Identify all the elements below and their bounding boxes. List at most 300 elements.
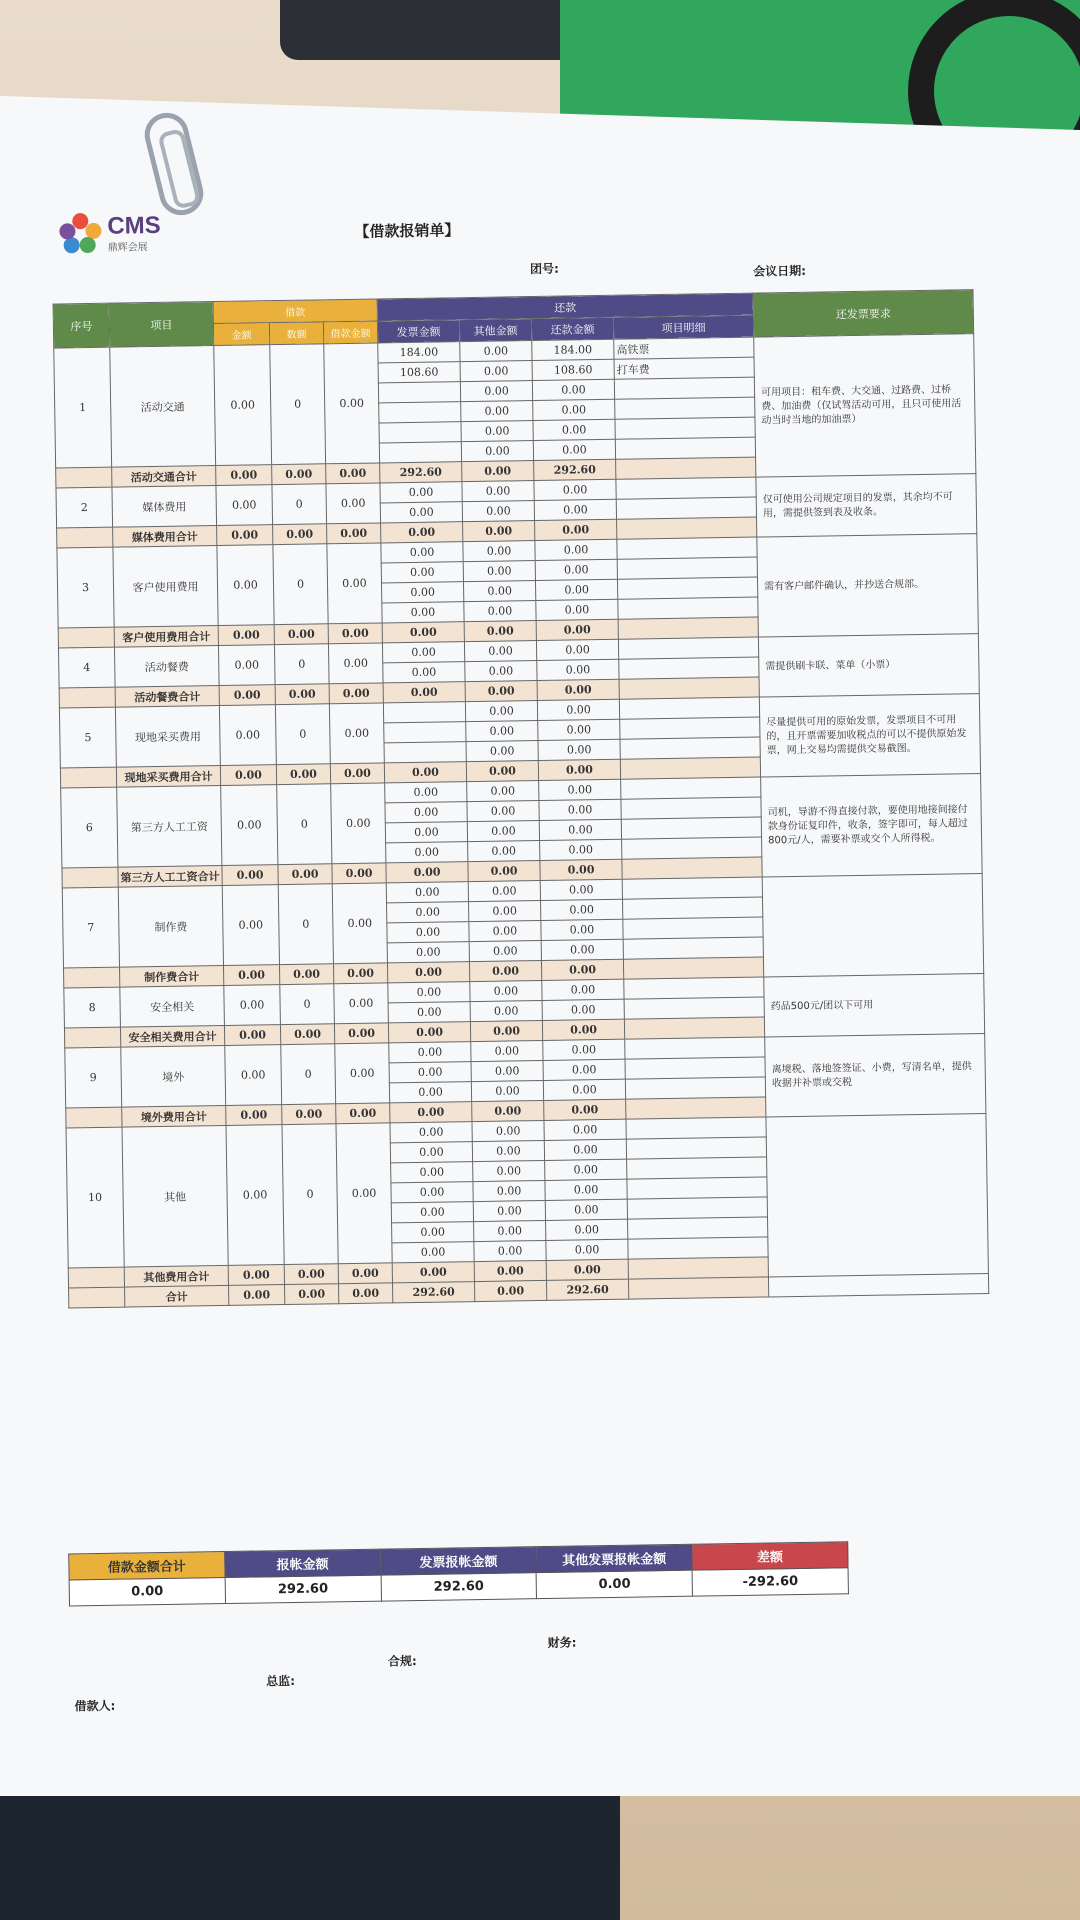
subtotal-detail-cell bbox=[620, 757, 760, 779]
subtotal-detail-cell bbox=[624, 1017, 764, 1039]
amount-cell bbox=[384, 722, 466, 743]
subtotal-value: 0.00 bbox=[220, 765, 276, 786]
subtotal-value: 0.00 bbox=[463, 521, 535, 542]
amount-cell: 0.00 bbox=[545, 1159, 627, 1180]
amount-cell: 0.00 bbox=[541, 939, 623, 960]
amount-cell bbox=[379, 442, 461, 463]
subtotal-name: 安全相关费用合计 bbox=[120, 1025, 224, 1047]
detail-cell bbox=[625, 1077, 765, 1099]
amount-cell: 0.00 bbox=[389, 1062, 471, 1083]
amount-cell: 0.00 bbox=[535, 539, 617, 560]
subtotal-seq-cell bbox=[59, 687, 115, 708]
subtotal-value: 0.00 bbox=[338, 1263, 392, 1284]
amount-cell: 0.00 bbox=[541, 899, 623, 920]
amount-cell: 0.00 bbox=[539, 779, 621, 800]
subtotal-value: 0.00 bbox=[336, 1103, 390, 1124]
amount-cell: 0.00 bbox=[534, 499, 616, 520]
subtotal-value: 0.00 bbox=[223, 965, 279, 986]
row-item-name: 客户使用费用 bbox=[113, 546, 218, 628]
subtotal-value: 0.00 bbox=[226, 1105, 282, 1126]
detail-cell bbox=[619, 697, 759, 719]
subtotal-detail-cell bbox=[626, 1097, 766, 1119]
row-seq: 9 bbox=[65, 1047, 122, 1108]
subtotal-detail-cell bbox=[622, 857, 762, 879]
detail-cell bbox=[615, 417, 755, 439]
loan-cell: 0.00 bbox=[331, 783, 386, 864]
col-requirement: 还发票要求 bbox=[753, 290, 974, 337]
subtotal-value: 0.00 bbox=[334, 1023, 388, 1044]
amount-cell: 0.00 bbox=[474, 1220, 546, 1241]
loan-cell: 0.00 bbox=[328, 643, 383, 684]
subtotal-seq-cell bbox=[57, 527, 113, 548]
subtotal-value: 0.00 bbox=[216, 465, 272, 486]
col-invoice-amount: 发票金额 bbox=[377, 320, 459, 343]
amount-cell: 0.00 bbox=[380, 482, 462, 503]
amount-cell: 0.00 bbox=[540, 879, 622, 900]
amount-cell: 0.00 bbox=[391, 1202, 473, 1223]
grand-total-detail-cell bbox=[628, 1277, 768, 1299]
loan-cell: 0 bbox=[275, 704, 330, 765]
subtotal-seq-cell bbox=[68, 1267, 124, 1288]
subtotal-value: 0.00 bbox=[332, 863, 386, 884]
reimbursement-table bbox=[53, 289, 990, 1308]
subtotal-value: 0.00 bbox=[278, 864, 332, 885]
amount-cell: 0.00 bbox=[472, 1140, 544, 1161]
detail-cell bbox=[627, 1177, 767, 1199]
subtotal-value: 0.00 bbox=[329, 683, 383, 704]
subtotal-value: 0.00 bbox=[330, 763, 384, 784]
subtotal-value: 0.00 bbox=[382, 622, 464, 643]
subtotal-detail-cell bbox=[628, 1257, 768, 1279]
summary-other-invoice-label: 其他发票报帐金额 bbox=[536, 1544, 692, 1572]
amount-cell: 0.00 bbox=[474, 1240, 546, 1261]
amount-cell: 0.00 bbox=[533, 399, 615, 420]
amount-cell: 0.00 bbox=[470, 1000, 542, 1021]
amount-cell: 0.00 bbox=[464, 641, 536, 662]
subtotal-value: 0.00 bbox=[383, 682, 465, 703]
subtotal-value: 0.00 bbox=[228, 1265, 284, 1286]
amount-cell: 0.00 bbox=[471, 1080, 543, 1101]
amount-cell: 0.00 bbox=[469, 920, 541, 941]
subtotal-value: 0.00 bbox=[272, 464, 326, 485]
subtotal-name: 其他费用合计 bbox=[124, 1265, 228, 1287]
row-item-name: 活动餐费 bbox=[114, 646, 219, 688]
summary-invoice-label: 发票报帐金额 bbox=[380, 1547, 536, 1575]
row-item-name: 其他 bbox=[122, 1125, 228, 1267]
subtotal-value: 0.00 bbox=[462, 461, 534, 482]
loan-cell: 0 bbox=[280, 984, 335, 1025]
amount-cell: 0.00 bbox=[537, 659, 619, 680]
requirement-note bbox=[766, 1114, 988, 1277]
company-logo bbox=[59, 212, 161, 256]
detail-cell bbox=[614, 377, 754, 399]
col-other-amount: 其他金额 bbox=[459, 319, 531, 342]
amount-cell: 0.00 bbox=[546, 1219, 628, 1240]
subtotal-value: 0.00 bbox=[540, 859, 622, 880]
requirement-note: 尽量提供可用的原始发票，发票项目不可用的，且开票需要加收税点的可以不提供原始发票，网上交易均需提供交易截图。 bbox=[759, 694, 980, 777]
group-number-label: 团号: bbox=[529, 261, 560, 277]
amount-cell: 0.00 bbox=[539, 799, 621, 820]
subtotal-value: 0.00 bbox=[470, 1020, 542, 1041]
summary-loan-total-label: 借款金额合计 bbox=[69, 1552, 225, 1580]
detail-cell bbox=[625, 1037, 765, 1059]
amount-cell: 0.00 bbox=[471, 1060, 543, 1081]
subtotal-value: 0.00 bbox=[384, 762, 466, 783]
loan-cell: 0 bbox=[277, 784, 332, 865]
flower-logo-icon bbox=[59, 213, 102, 256]
requirement-note: 司机，导游不得直接付款，要使用地接间接付款身份证复印件，收条，签字即可，每人超过800元/人，需要补票或交个人所得税。 bbox=[761, 774, 983, 877]
loan-cell: 0 bbox=[281, 1044, 336, 1105]
amount-cell: 0.00 bbox=[535, 559, 617, 580]
subtotal-value: 0.00 bbox=[542, 1019, 624, 1040]
loan-cell: 0 bbox=[274, 644, 329, 685]
summary-reimburse-label: 报帐金额 bbox=[224, 1549, 380, 1577]
amount-cell: 0.00 bbox=[538, 739, 620, 760]
grand-total-value: 292.60 bbox=[393, 1282, 475, 1303]
loan-cell: 0 bbox=[278, 884, 333, 965]
detail-cell bbox=[628, 1217, 768, 1239]
detail-cell bbox=[615, 397, 755, 419]
loan-cell: 0.00 bbox=[219, 705, 276, 766]
amount-cell: 0.00 bbox=[473, 1180, 545, 1201]
requirement-note bbox=[762, 874, 984, 977]
subtotal-seq-cell bbox=[66, 1107, 122, 1128]
detail-cell bbox=[618, 637, 758, 659]
grand-total-value: 0.00 bbox=[339, 1283, 393, 1304]
grand-total-value: 0.00 bbox=[285, 1284, 339, 1305]
subtotal-value: 0.00 bbox=[273, 524, 327, 545]
col-item: 项目 bbox=[109, 302, 214, 348]
subtotal-value: 292.60 bbox=[380, 462, 462, 483]
row-seq: 4 bbox=[58, 647, 115, 688]
amount-cell: 0.00 bbox=[391, 1162, 473, 1183]
amount-cell: 0.00 bbox=[382, 602, 464, 623]
amount-cell: 0.00 bbox=[391, 1182, 473, 1203]
detail-cell bbox=[621, 777, 761, 799]
grand-total-seq-cell bbox=[69, 1287, 125, 1308]
detail-cell bbox=[618, 597, 758, 619]
amount-cell: 0.00 bbox=[539, 819, 621, 840]
row-item-name: 现地采买费用 bbox=[115, 706, 220, 768]
amount-cell: 0.00 bbox=[473, 1200, 545, 1221]
amount-cell: 0.00 bbox=[538, 719, 620, 740]
requirement-note: 离境税、落地签签证、小费，写清名单，提供收据并补票或交税 bbox=[765, 1034, 986, 1117]
amount-cell: 0.00 bbox=[386, 882, 468, 903]
amount-cell: 0.00 bbox=[535, 579, 617, 600]
detail-cell bbox=[623, 917, 763, 939]
subtotal-name: 现地采买费用合计 bbox=[116, 766, 220, 788]
director-signature-label: 总监: bbox=[266, 1673, 296, 1689]
detail-cell bbox=[620, 737, 760, 759]
borrower-signature-label: 借款人: bbox=[74, 1698, 116, 1714]
subtotal-value: 0.00 bbox=[388, 1022, 470, 1043]
detail-cell bbox=[623, 897, 763, 919]
detail-cell bbox=[615, 437, 755, 459]
amount-cell: 0.00 bbox=[392, 1242, 474, 1263]
amount-cell: 0.00 bbox=[383, 662, 465, 683]
summary-difference-label: 差额 bbox=[692, 1542, 848, 1570]
amount-cell: 0.00 bbox=[381, 562, 463, 583]
subtotal-value: 0.00 bbox=[333, 963, 387, 984]
subtotal-value: 0.00 bbox=[469, 960, 541, 981]
amount-cell: 0.00 bbox=[543, 1059, 625, 1080]
amount-cell: 0.00 bbox=[463, 541, 535, 562]
col-detail: 项目明细 bbox=[613, 315, 753, 339]
subtotal-value: 0.00 bbox=[218, 625, 274, 646]
amount-cell: 0.00 bbox=[544, 1119, 626, 1140]
amount-cell: 0.00 bbox=[468, 840, 540, 861]
document-title: 【借款报销单】 bbox=[354, 221, 460, 241]
subtotal-value: 0.00 bbox=[275, 684, 329, 705]
subtotal-value: 0.00 bbox=[464, 621, 536, 642]
subtotal-value: 0.00 bbox=[282, 1104, 336, 1125]
loan-cell: 0 bbox=[270, 344, 326, 465]
detail-cell bbox=[624, 997, 764, 1019]
row-seq: 7 bbox=[62, 887, 119, 968]
detail-cell bbox=[616, 477, 756, 499]
subtotal-value: 0.00 bbox=[537, 679, 619, 700]
loan-cell: 0.00 bbox=[222, 885, 279, 966]
loan-cell: 0.00 bbox=[217, 545, 274, 626]
amount-cell: 0.00 bbox=[473, 1160, 545, 1181]
subtotal-value: 0.00 bbox=[276, 764, 330, 785]
summary-table bbox=[68, 1541, 849, 1606]
amount-cell: 0.00 bbox=[385, 802, 467, 823]
subtotal-value: 0.00 bbox=[224, 1025, 280, 1046]
subtotal-value: 0.00 bbox=[284, 1264, 338, 1285]
amount-cell: 0.00 bbox=[466, 721, 538, 742]
amount-cell: 0.00 bbox=[536, 599, 618, 620]
subtotal-detail-cell bbox=[616, 457, 756, 479]
row-seq: 8 bbox=[64, 987, 121, 1028]
amount-cell: 184.00 bbox=[378, 342, 460, 363]
loan-cell: 0.00 bbox=[334, 983, 389, 1024]
detail-cell bbox=[627, 1197, 767, 1219]
amount-cell: 0.00 bbox=[468, 880, 540, 901]
subtotal-value: 0.00 bbox=[274, 624, 328, 645]
detail-cell bbox=[625, 1057, 765, 1079]
amount-cell: 0.00 bbox=[542, 999, 624, 1020]
requirement-note: 药品500元/团以下可用 bbox=[764, 974, 985, 1037]
subtotal-name: 媒体费用合计 bbox=[113, 526, 217, 548]
subtotal-value: 0.00 bbox=[392, 1262, 474, 1283]
subtotal-seq-cell bbox=[62, 867, 118, 888]
detail-cell: 高铁票 bbox=[614, 337, 754, 359]
detail-cell bbox=[626, 1117, 766, 1139]
amount-cell: 0.00 bbox=[460, 361, 532, 382]
amount-cell: 0.00 bbox=[471, 1040, 543, 1061]
amount-cell bbox=[384, 742, 466, 763]
subtotal-value: 0.00 bbox=[386, 862, 468, 883]
amount-cell: 108.60 bbox=[378, 362, 460, 383]
meeting-date-label: 会议日期: bbox=[753, 263, 807, 279]
summary-other-invoice-value: 0.00 bbox=[536, 1570, 692, 1598]
detail-cell bbox=[627, 1157, 767, 1179]
amount-cell: 184.00 bbox=[532, 339, 614, 360]
amount-cell: 0.00 bbox=[390, 1122, 472, 1143]
amount-cell: 0.00 bbox=[460, 381, 532, 402]
detail-cell bbox=[621, 817, 761, 839]
amount-cell: 0.00 bbox=[537, 699, 619, 720]
loan-cell: 0 bbox=[273, 544, 328, 625]
amount-cell: 0.00 bbox=[541, 919, 623, 940]
summary-invoice-value: 292.60 bbox=[381, 1573, 537, 1601]
detail-cell bbox=[617, 557, 757, 579]
amount-cell: 0.00 bbox=[472, 1120, 544, 1141]
row-seq: 6 bbox=[61, 787, 118, 868]
subtotal-name: 活动交通合计 bbox=[112, 466, 216, 488]
logo-subtitle: 鼎辉会展 bbox=[107, 241, 148, 254]
amount-cell: 0.00 bbox=[546, 1239, 628, 1260]
col-loan-total: 借款金额 bbox=[323, 321, 377, 344]
loan-cell: 0.00 bbox=[218, 645, 275, 686]
row-item-name: 活动交通 bbox=[110, 346, 216, 468]
amount-cell: 0.00 bbox=[464, 601, 536, 622]
amount-cell: 0.00 bbox=[465, 701, 537, 722]
subtotal-value: 0.00 bbox=[544, 1099, 626, 1120]
amount-cell: 0.00 bbox=[388, 982, 470, 1003]
subtotal-value: 0.00 bbox=[535, 519, 617, 540]
finance-signature-label: 财务: bbox=[547, 1635, 577, 1650]
subtotal-value: 0.00 bbox=[387, 962, 469, 983]
subtotal-value: 0.00 bbox=[217, 525, 273, 546]
subtotal-value: 0.00 bbox=[326, 463, 380, 484]
amount-cell: 0.00 bbox=[385, 782, 467, 803]
row-seq: 5 bbox=[59, 707, 116, 768]
loan-cell: 0 bbox=[282, 1124, 338, 1265]
amount-cell: 0.00 bbox=[467, 781, 539, 802]
loan-cell: 0.00 bbox=[326, 483, 381, 524]
detail-cell bbox=[621, 797, 761, 819]
grand-total-note-cell bbox=[768, 1274, 988, 1297]
subtotal-value: 0.00 bbox=[538, 759, 620, 780]
col-loan-qty: 数额 bbox=[269, 322, 323, 345]
row-seq: 10 bbox=[66, 1127, 124, 1268]
subtotal-value: 0.00 bbox=[466, 761, 538, 782]
amount-cell: 0.00 bbox=[533, 439, 615, 460]
amount-cell: 0.00 bbox=[466, 741, 538, 762]
detail-cell bbox=[619, 657, 759, 679]
subtotal-seq-cell bbox=[58, 627, 114, 648]
detail-cell bbox=[617, 577, 757, 599]
loan-cell: 0.00 bbox=[221, 785, 278, 866]
subtotal-name: 客户使用费用合计 bbox=[114, 626, 218, 648]
amount-cell: 0.00 bbox=[465, 661, 537, 682]
row-seq: 1 bbox=[54, 347, 112, 468]
row-seq: 2 bbox=[56, 487, 113, 528]
subtotal-detail-cell bbox=[619, 677, 759, 699]
col-seq: 序号 bbox=[53, 303, 110, 348]
loan-cell: 0 bbox=[272, 484, 327, 525]
amount-cell: 0.00 bbox=[392, 1222, 474, 1243]
subtotal-seq-cell bbox=[64, 1027, 120, 1048]
detail-cell bbox=[624, 977, 764, 999]
detail-cell bbox=[622, 837, 762, 859]
summary-loan-total-value: 0.00 bbox=[69, 1578, 225, 1606]
subtotal-value: 0.00 bbox=[327, 523, 381, 544]
amount-cell: 0.00 bbox=[387, 902, 469, 923]
amount-cell: 0.00 bbox=[536, 639, 618, 660]
amount-cell: 0.00 bbox=[540, 839, 622, 860]
subtotal-seq-cell bbox=[60, 767, 116, 788]
grand-total-name: 合计 bbox=[125, 1285, 229, 1307]
col-repay-group: 还款 bbox=[377, 293, 753, 321]
requirement-note: 仅可使用公司规定项目的发票，其余均不可用，需提供签到表及收条。 bbox=[756, 474, 977, 537]
subtotal-value: 292.60 bbox=[534, 459, 616, 480]
amount-cell: 0.00 bbox=[469, 940, 541, 961]
amount-cell: 0.00 bbox=[533, 419, 615, 440]
requirement-note: 需提供刷卡联、菜单（小票） bbox=[758, 634, 979, 697]
amount-cell: 0.00 bbox=[544, 1139, 626, 1160]
amount-cell: 0.00 bbox=[469, 900, 541, 921]
subtotal-value: 0.00 bbox=[541, 959, 623, 980]
subtotal-detail-cell bbox=[617, 517, 757, 539]
detail-cell bbox=[616, 497, 756, 519]
amount-cell: 0.00 bbox=[389, 1082, 471, 1103]
col-loan-amount: 金额 bbox=[213, 323, 269, 346]
subtotal-value: 0.00 bbox=[536, 619, 618, 640]
col-repay-amount: 还款金额 bbox=[531, 317, 613, 340]
detail-cell bbox=[622, 877, 762, 899]
detail-cell bbox=[620, 717, 760, 739]
loan-cell: 0.00 bbox=[224, 985, 281, 1026]
requirement-note: 可用项目：租车费、大交通、过路费、过桥费、加油费（仅试驾活动可用，且只可使用活动当时当地的加油票） bbox=[754, 334, 976, 477]
subtotal-detail-cell bbox=[618, 617, 758, 639]
grand-total-value: 0.00 bbox=[229, 1285, 285, 1306]
amount-cell: 0.00 bbox=[385, 822, 467, 843]
subtotal-value: 0.00 bbox=[390, 1102, 472, 1123]
subtotal-value: 0.00 bbox=[219, 685, 275, 706]
detail-cell bbox=[617, 537, 757, 559]
subtotal-name: 活动餐费合计 bbox=[115, 686, 219, 708]
amount-cell: 0.00 bbox=[545, 1179, 627, 1200]
loan-cell: 0.00 bbox=[329, 703, 384, 764]
detail-cell: 打车费 bbox=[614, 357, 754, 379]
detail-cell bbox=[623, 937, 763, 959]
subtotal-seq-cell bbox=[56, 467, 112, 488]
subtotal-value: 0.00 bbox=[474, 1260, 546, 1281]
subtotal-value: 0.00 bbox=[546, 1259, 628, 1280]
loan-cell: 0.00 bbox=[335, 1043, 390, 1104]
detail-cell bbox=[626, 1137, 766, 1159]
amount-cell: 0.00 bbox=[461, 401, 533, 422]
loan-cell: 0.00 bbox=[214, 345, 272, 466]
amount-cell: 0.00 bbox=[534, 479, 616, 500]
amount-cell: 0.00 bbox=[462, 481, 534, 502]
amount-cell: 0.00 bbox=[464, 581, 536, 602]
amount-cell: 0.00 bbox=[467, 801, 539, 822]
amount-cell bbox=[383, 702, 465, 723]
subtotal-value: 0.00 bbox=[468, 860, 540, 881]
subtotal-value: 0.00 bbox=[328, 623, 382, 644]
amount-cell: 0.00 bbox=[463, 561, 535, 582]
amount-cell: 0.00 bbox=[470, 980, 542, 1001]
amount-cell: 0.00 bbox=[382, 582, 464, 603]
row-item-name: 媒体费用 bbox=[112, 486, 217, 528]
subtotal-name: 境外费用合计 bbox=[122, 1105, 226, 1127]
loan-cell: 0.00 bbox=[336, 1123, 392, 1264]
logo-text: CMS bbox=[107, 211, 161, 240]
amount-cell: 0.00 bbox=[381, 542, 463, 563]
row-seq: 3 bbox=[57, 547, 114, 628]
amount-cell: 0.00 bbox=[532, 379, 614, 400]
subtotal-value: 0.00 bbox=[472, 1100, 544, 1121]
amount-cell: 0.00 bbox=[461, 421, 533, 442]
amount-cell: 0.00 bbox=[389, 1042, 471, 1063]
amount-cell: 0.00 bbox=[467, 821, 539, 842]
subtotal-value: 0.00 bbox=[465, 681, 537, 702]
amount-cell: 0.00 bbox=[543, 1079, 625, 1100]
